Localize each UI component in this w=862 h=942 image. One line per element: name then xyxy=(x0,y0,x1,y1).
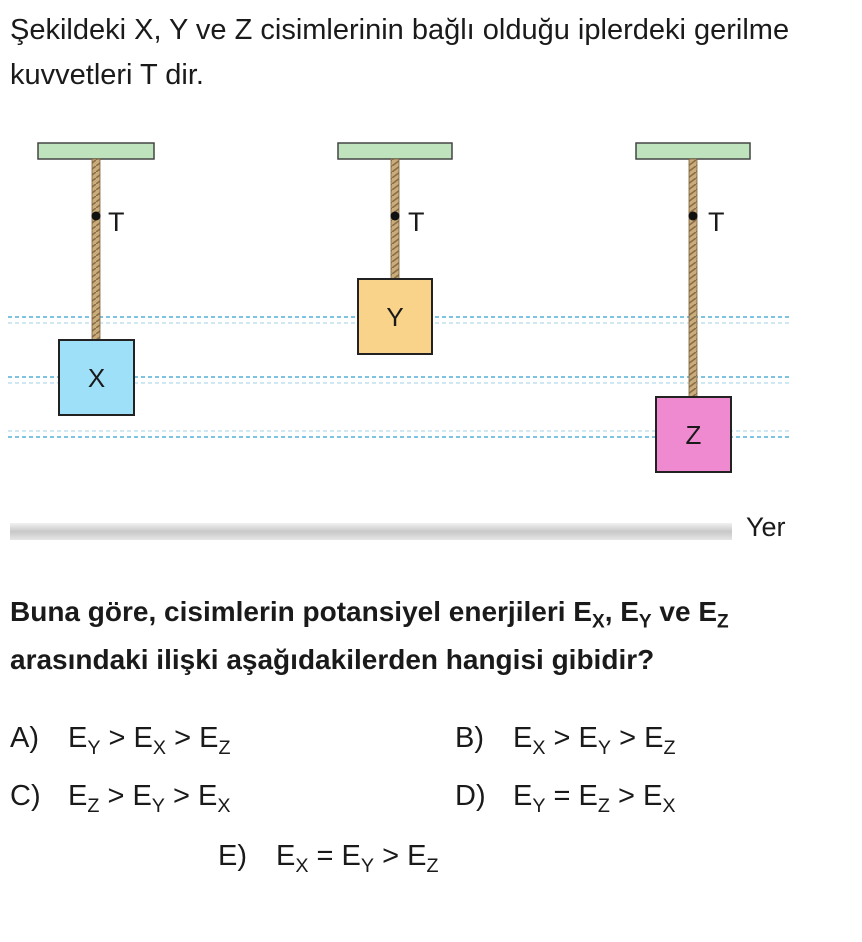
option-e[interactable] xyxy=(218,840,439,877)
box-x-label: X xyxy=(87,363,106,393)
intro-text: Şekildeki X, Y ve Z cisimlerinin bağlı olduğu iplerdeki gerilme kuvvetleri T dir. xyxy=(10,14,790,91)
option-a-expression: $E_Y > E_X > E_Z$ xyxy=(68,722,231,759)
box-z-label: Z xyxy=(685,420,702,450)
option-e-letter: E) xyxy=(218,840,247,872)
option-c-letter: C) xyxy=(10,780,41,812)
option-d[interactable] xyxy=(455,780,676,817)
tension-point-x xyxy=(92,212,101,221)
object-y-assembly xyxy=(338,143,452,354)
option-b-expression: $E_X > E_Y > E_Z$ xyxy=(513,722,676,759)
question-text: Buna göre, cisimlerin potansiyel enerjileri $E_X$, $E_Y$ ve $E_Z$ arasındaki ilişki aşağıdakilerden hangisi gibidir? xyxy=(10,596,729,675)
hanging-objects-figure xyxy=(0,130,862,550)
option-a-letter: A) xyxy=(10,722,39,754)
option-c-expression: $E_Z > E_Y > E_X$ xyxy=(68,780,231,817)
ceiling-x xyxy=(38,143,154,159)
tension-label-x: T xyxy=(108,207,125,237)
option-b[interactable] xyxy=(455,722,676,759)
ground xyxy=(10,523,732,540)
tension-label-y: T xyxy=(408,207,425,237)
option-d-letter: D) xyxy=(455,780,486,812)
box-y-label: Y xyxy=(386,302,404,332)
option-c[interactable] xyxy=(10,780,231,817)
tension-point-y xyxy=(391,212,400,221)
rope-z xyxy=(689,159,697,397)
option-d-expression: $E_Y = E_Z > E_X$ xyxy=(513,780,676,817)
rope-x xyxy=(92,159,100,340)
ground-label: Yer xyxy=(746,512,786,542)
object-x-assembly xyxy=(38,143,154,415)
object-z-assembly xyxy=(636,143,750,472)
tension-point-z xyxy=(689,212,698,221)
option-a[interactable] xyxy=(10,722,231,759)
option-e-expression: $E_X = E_Y > E_Z$ xyxy=(276,840,439,877)
tension-label-z: T xyxy=(708,207,725,237)
option-b-letter: B) xyxy=(455,722,484,754)
ceiling-z xyxy=(636,143,750,159)
ceiling-y xyxy=(338,143,452,159)
